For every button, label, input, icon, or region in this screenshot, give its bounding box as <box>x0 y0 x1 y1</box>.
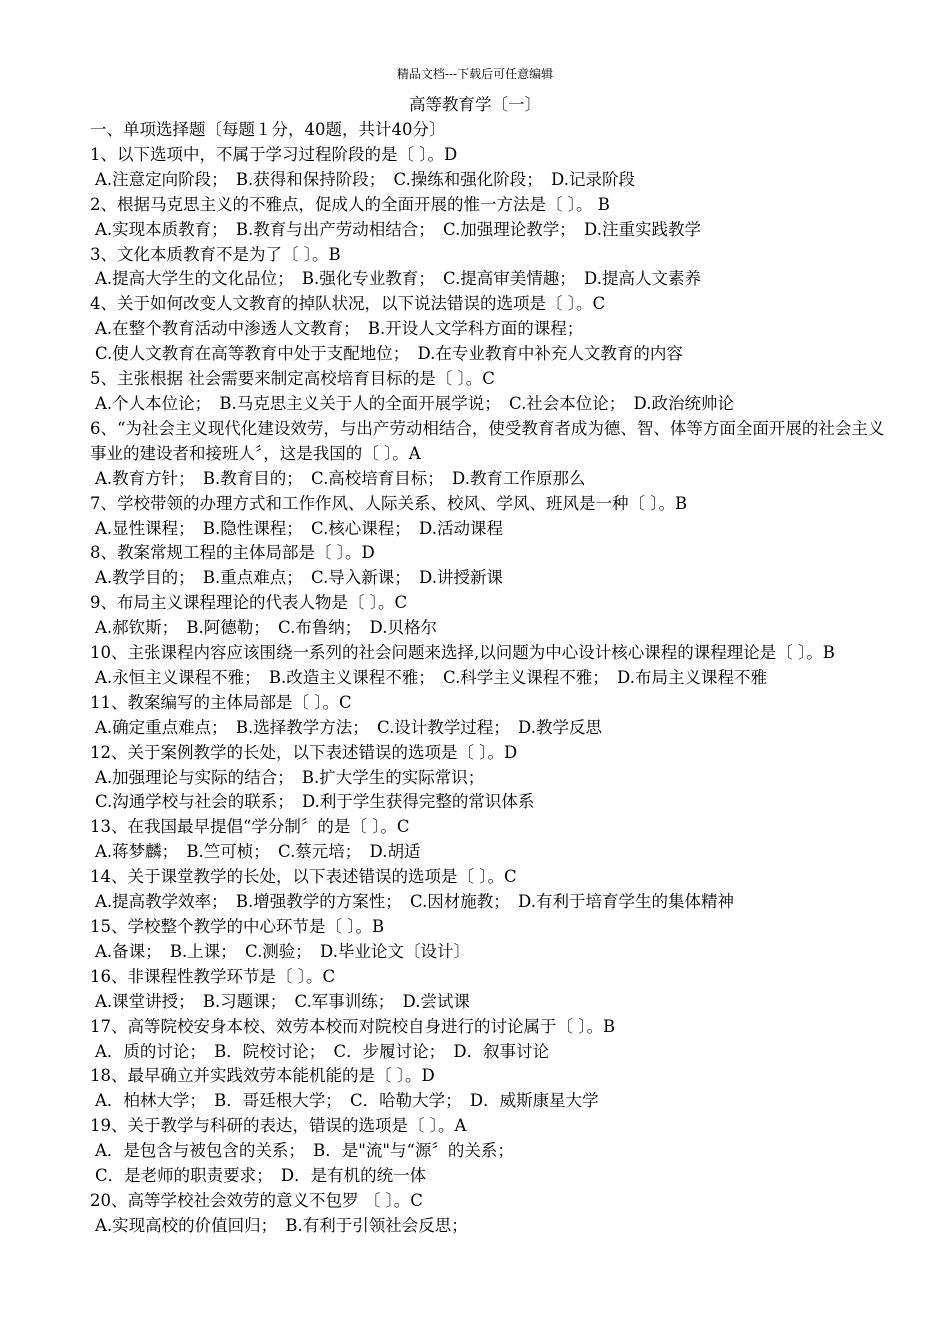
document-body <box>90 118 890 1239</box>
question-text: 14、关于课堂教学的长处，以下表述错误的选项是〔 〕。C <box>90 867 517 887</box>
answer-options: A.加强理论与实际的结合； B.扩大学生的实际常识； <box>95 767 485 787</box>
answer-options: A.提高大学生的文化品位； B.强化专业教育； C.提高审美情趣； D.提高人文素养 <box>95 269 701 289</box>
answer-options: A.教学目的； B.重点难点； C.导入新课； D.讲授新课 <box>95 568 503 588</box>
question-text: 16、非课程性教学环节是〔 〕。C <box>90 966 336 986</box>
question-text: 13、在我国最早提倡“学分制〞的是〔 〕。C <box>90 817 410 837</box>
question-text: 19、关于教学与科研的表达，错误的选项是〔 〕。A <box>90 1116 467 1136</box>
question-text: 10、主张课程内容应该围绕一系列的社会问题来选择,以问题为中心设计核心课程的课程理论是〔 〕。B <box>90 643 835 663</box>
answer-options: A.确定重点难点； B.选择教学方法； C.设计教学过程； D.教学反思 <box>95 717 602 737</box>
question-text: 11、教案编写的主体局部是〔 〕。C <box>90 692 352 712</box>
question-text: 6、“为社会主义现代化建设效劳，与出产劳动相结合，使受教育者成为德、智、体等方面全面开展的社会主义事业的建设者和接班人〞，这是我国的〔 〕。A <box>90 418 885 463</box>
answer-options: A.提高教学效率； B.增强教学的方案性； C.因材施教； D.有利于培育学生的集体精神 <box>95 892 734 912</box>
answer-options: C．是老师的职责要求； D．是有机的统一体 <box>95 1166 427 1186</box>
answer-options: A.蒋梦麟； B.竺可桢； C.蔡元培； D.胡适 <box>95 842 421 862</box>
answer-options: A.郝钦斯； B.阿德勒； C.布鲁纳； D.贝格尔 <box>95 618 437 638</box>
page-header: 精品文档---下载后可任意编辑 <box>396 67 554 81</box>
answer-options: A．柏林大学； B．哥廷根大学； C．哈勒大学； D．威斯康星大学 <box>95 1091 599 1111</box>
question-text: 15、学校整个教学的中心环节是〔 〕。B <box>90 917 385 936</box>
section-heading: 一、单项选择题〔每题１分，40题，共计40分〕 <box>90 120 446 139</box>
question-text: 20、高等学校社会效劳的意义不包罗 〔 〕。C <box>90 1190 423 1210</box>
question-text: 17、高等院校安身本校、效劳本校而对院校自身进行的讨论属于〔 〕。B <box>90 1016 616 1036</box>
answer-options: C.沟通学校与社会的联系； D.利于学生获得完整的常识体系 <box>95 792 535 812</box>
answer-options: A.备课； B.上课； C.测验； D.毕业论文〔设计〕 <box>95 941 470 961</box>
answer-options: A.课堂讲授； B.习题课； C.军事训练； D.尝试课 <box>95 991 470 1011</box>
question-text: 18、最早确立并实践效劳本能机能的是〔 〕。D <box>90 1066 435 1086</box>
answer-options: C.使人文教育在高等教育中处于支配地位； D.在专业教育中补充人文教育的内容 <box>95 344 683 364</box>
document-title: 高等教育学〔一〕 <box>409 95 541 114</box>
answer-options: A.永恒主义课程不雅； B.改造主义课程不雅； C.科学主义课程不雅； D.布局主义课程不雅 <box>95 667 767 687</box>
question-text: 9、布局主义课程理论的代表人物是〔 〕。C <box>90 593 408 613</box>
question-text: 12、关于案例教学的长处，以下表述错误的选项是〔 〕。D <box>90 742 518 762</box>
answer-options: A．是包含与被包含的关系； B．是"流"与“源〞的关系； <box>95 1141 514 1161</box>
answer-options: A.在整个教育活动中渗透人文教育； B.开设人文学科方面的课程； <box>95 319 584 339</box>
answer-options: A.实现本质教育； B.教育与出产劳动相结合； C.加强理论教学； D.注重实践教学 <box>95 219 701 239</box>
question-text: 1、以下选项中，不属于学习过程阶段的是〔 〕。D <box>90 144 458 164</box>
question-text: 2、根据马克思主义的不雅点，促成人的全面开展的惟一方法是〔 〕。 B <box>90 194 610 214</box>
question-text: 3、文化本质教育不是为了〔 〕。B <box>90 244 341 264</box>
question-text: 5、主张根据 社会需要来制定高校培育目标的是〔 〕。C <box>90 369 495 389</box>
answer-options: A.个人本位论； B.马克思主义关于人的全面开展学说； C.社会本位论； D.政治统帅论 <box>95 393 734 413</box>
question-text: 7、学校带领的办理方式和工作作风、人际关系、校风、学风、班风是一种〔 〕。B <box>90 493 688 513</box>
question-text: 8、教案常规工程的主体局部是〔 〕。D <box>90 543 375 563</box>
answer-options: A.实现高校的价值回归； B.有利于引领社会反思； <box>95 1215 468 1235</box>
answer-options: A．质的讨论； B．院校讨论； C．步履讨论； D．叙事讨论 <box>95 1041 550 1061</box>
answer-options: A.显性课程； B.隐性课程； C.核心课程； D.活动课程 <box>95 518 503 538</box>
answer-options: A.注意定向阶段； B.获得和保持阶段； C.操练和强化阶段； D.记录阶段 <box>95 169 635 189</box>
answer-options: A.教育方针； B.教育目的； C.高校培育目标； D.教育工作原那么 <box>95 468 586 488</box>
question-text: 4、关于如何改变人文教育的掉队状况，以下说法错误的选项是〔 〕。C <box>90 294 606 314</box>
